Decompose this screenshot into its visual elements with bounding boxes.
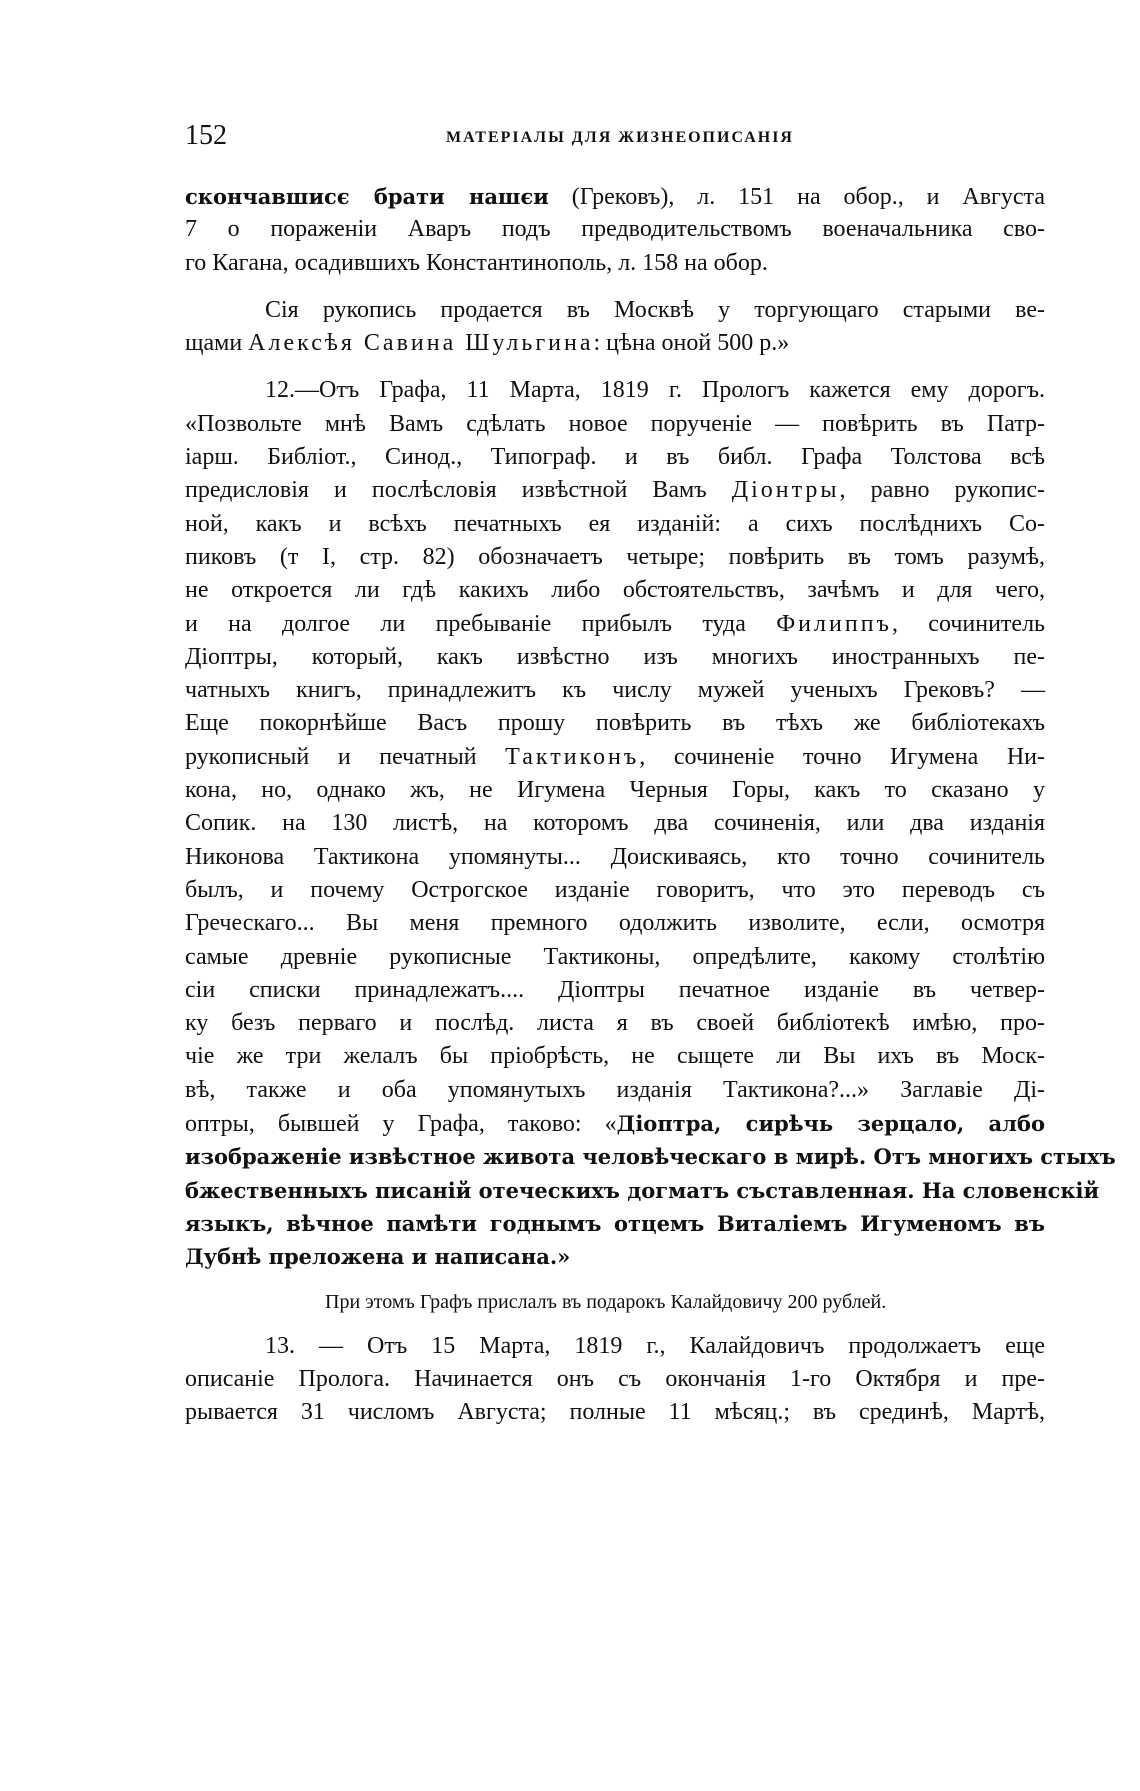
text-line bbox=[185, 1040, 1045, 1073]
footnote: При этомъ Графъ прислалъ въ подарокъ Калайдовичу 200 рублей. bbox=[325, 1290, 887, 1313]
text-segment: Тактиконъ bbox=[505, 743, 640, 770]
text-segment: ку безъ перваго и послѣд. листа я въ своей библіотекѣ имѣю, про- bbox=[185, 1010, 1045, 1037]
text-segment: : цѣна оной 500 р.» bbox=[593, 330, 790, 357]
text-segment: сіи списки принадлежатъ.... Діоптры печатное изданіе въ четвер- bbox=[185, 976, 1045, 1003]
text-line bbox=[185, 641, 1045, 674]
text-line bbox=[185, 774, 1045, 807]
text-segment: Никонова Тактикона упомянуты... Доискиваясь, кто точно сочинитель bbox=[185, 843, 1045, 870]
text-segment: , сочинитель bbox=[891, 610, 1045, 637]
text-segment: Еще покорнѣйше Васъ прошу повѣрить въ тѣхъ же библіотекахъ bbox=[185, 710, 1045, 737]
running-head: МАТЕРІАЛЫ ДЛЯ ЖИЗНЕОПИСАНІЯ bbox=[446, 129, 794, 146]
text-segment: самые древніе рукописные Тактиконы, опредѣлите, какому столѣтію bbox=[185, 943, 1045, 970]
text-line bbox=[185, 674, 1045, 707]
text-line bbox=[185, 213, 1045, 246]
text-line bbox=[185, 1240, 1045, 1273]
paragraph-gap bbox=[185, 1274, 1045, 1284]
text-segment: не откроется ли гдѣ какихъ либо обстоятельствъ, зачѣмъ и для чего, bbox=[185, 577, 1045, 604]
text-segment: Дубнѣ преложена и написана.» bbox=[185, 1244, 571, 1270]
text-line bbox=[185, 1396, 1045, 1429]
text-segment: Алексѣя Савина Шульгина bbox=[248, 330, 594, 357]
text-segment: Діонтры bbox=[731, 477, 840, 504]
text-line bbox=[185, 1363, 1045, 1396]
text-segment: бжественныхъ писаній отеческихъ догматъ съставленная. На словенскій bbox=[185, 1177, 1100, 1203]
text-segment: изображеніе извѣстное живота человѣческаго в мирѣ. Отъ многихъ стыхъ bbox=[185, 1144, 1116, 1170]
text-line bbox=[185, 508, 1045, 541]
text-segment: оптры, бывшей у Графа, таково: « bbox=[185, 1111, 617, 1138]
text-segment: , равно рукопис- bbox=[839, 477, 1045, 504]
page-number: 152 bbox=[185, 120, 227, 151]
text-segment: скончавшисє брати нашєи bbox=[185, 184, 549, 209]
text-segment: щами bbox=[185, 330, 249, 357]
text-segment: Сопик. на 130 листѣ, на которомъ два сочиненія, или два изданія bbox=[185, 810, 1045, 837]
text-segment: и на долгое ли пребываніе прибылъ туда bbox=[185, 610, 777, 637]
text-line bbox=[185, 841, 1045, 874]
text-line bbox=[185, 474, 1045, 507]
text-line bbox=[185, 294, 1045, 327]
text-line bbox=[185, 741, 1045, 774]
text-line bbox=[185, 807, 1045, 840]
text-segment: чатныхъ книгъ, принадлежитъ къ числу мужей ученыхъ Грековъ? — bbox=[185, 677, 1045, 704]
text-line bbox=[185, 441, 1045, 474]
text-line bbox=[185, 1007, 1045, 1040]
text-line bbox=[185, 1074, 1045, 1107]
text-line bbox=[185, 327, 1045, 360]
text-segment: Филиппъ bbox=[776, 610, 892, 637]
text-segment: Греческаго... Вы меня премного одолжить изволите, если, осмотря bbox=[185, 910, 1045, 937]
text-segment: іарш. Библіот., Синод., Типограф. и въ библ. Графа Толстова всѣ bbox=[185, 444, 1045, 471]
text-segment: былъ, и почему Острогское изданіе говоритъ, что это переводъ съ bbox=[185, 876, 1045, 903]
text-line bbox=[185, 374, 1045, 407]
text-line bbox=[185, 247, 1045, 280]
text-line bbox=[185, 941, 1045, 974]
text-segment: 12.—Отъ Графа, 11 Марта, 1819 г. Прологъ кажется ему дорогъ. bbox=[265, 377, 1045, 404]
text-segment: 7 о пораженіи Аваръ подъ предводительствомъ военачальника сво- bbox=[185, 216, 1045, 243]
text-segment: ной, какъ и всѣхъ печатныхъ ея изданій: а сихъ послѣднихъ Со- bbox=[185, 510, 1045, 537]
body-text bbox=[185, 180, 1116, 1429]
text-line bbox=[185, 974, 1045, 1007]
text-segment: описаніе Пролога. Начинается онъ съ окончанія 1-го Октября и пре- bbox=[185, 1365, 1045, 1392]
text-line bbox=[185, 1140, 1116, 1173]
text-segment: предисловія и послѣсловія извѣстной Вамъ bbox=[185, 477, 732, 504]
text-segment: го Кагана, осадившихъ Константинополь, л. 158 на обор. bbox=[185, 249, 768, 276]
text-segment: «Позвольте мнѣ Вамъ сдѣлать новое порученіе — повѣрить въ Патр- bbox=[185, 410, 1045, 437]
paragraph-gap bbox=[185, 360, 1045, 374]
text-line bbox=[185, 608, 1045, 641]
text-segment: 13. — Отъ 15 Марта, 1819 г., Калайдовичъ продолжаетъ еще bbox=[265, 1332, 1045, 1359]
text-line bbox=[185, 180, 1045, 213]
text-line bbox=[185, 907, 1045, 940]
text-line bbox=[185, 1174, 1100, 1207]
text-line bbox=[185, 707, 1045, 740]
text-segment: Сія рукопись продается въ Москвѣ у торгующаго старыми ве- bbox=[265, 296, 1045, 323]
page-header bbox=[185, 120, 1055, 160]
text-segment: Діоптра, сирѣчь зерцало, албо bbox=[616, 1111, 1045, 1137]
text-line bbox=[185, 541, 1045, 574]
text-segment: чіе же три желалъ бы пріобрѣсть, не сыщете ли Вы ихъ въ Моск- bbox=[185, 1043, 1045, 1070]
text-segment: Діоптры, который, какъ извѣстно изъ многихъ иностранныхъ пе- bbox=[185, 643, 1045, 670]
text-line bbox=[185, 574, 1045, 607]
text-segment: вѣ, также и оба упомянутыхъ изданія Тактикона?...» Заглавіе Ді- bbox=[185, 1076, 1045, 1103]
text-line bbox=[185, 1107, 1045, 1140]
text-line bbox=[185, 1207, 1045, 1240]
text-segment: пиковъ (т I, стр. 82) обозначаетъ четыре; повѣрить въ томъ разумѣ, bbox=[185, 543, 1045, 570]
text-segment: кона, но, однако жъ, не Игумена Черныя Горы, какъ то сказано у bbox=[185, 777, 1045, 804]
paragraph-gap bbox=[185, 280, 1045, 294]
text-segment: рукописный и печатный bbox=[185, 743, 506, 770]
text-segment: (Грековъ), л. 151 на обор., и Августа bbox=[548, 184, 1045, 210]
text-line bbox=[185, 1330, 1045, 1363]
text-segment: рывается 31 числомъ Августа; полные 11 мѣсяц.; въ срединѣ, Мартѣ, bbox=[185, 1399, 1045, 1426]
text-line bbox=[185, 874, 1045, 907]
text-line bbox=[185, 408, 1045, 441]
text-segment: , сочиненіе точно Игумена Ни- bbox=[639, 743, 1045, 770]
text-segment: языкъ, вѣчное памѣти годнымъ отцемъ Виталіемъ Игуменомъ въ bbox=[185, 1210, 1045, 1236]
paragraph-gap bbox=[185, 1320, 1045, 1330]
